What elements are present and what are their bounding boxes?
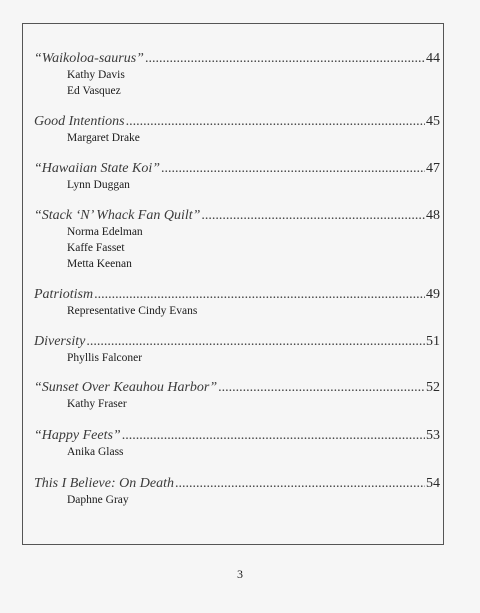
entry-title: “Stack ‘N’ Whack Fan Quilt” [34, 208, 201, 223]
entry-author: Metta Keenan [67, 258, 132, 270]
entry-page-number: 49 [426, 287, 440, 302]
dot-leader [161, 161, 425, 177]
entry-author: Kathy Davis [67, 69, 125, 81]
dot-leader [126, 114, 425, 130]
entry-author: Kathy Fraser [67, 398, 127, 410]
toc-entry [34, 428, 440, 460]
dot-leader [122, 428, 425, 444]
entry-page-number: 44 [426, 51, 440, 66]
entry-title: “Sunset Over Keauhou Harbor” [34, 380, 218, 395]
entry-author: Representative Cindy Evans [67, 305, 198, 317]
entry-page-number: 47 [426, 161, 440, 176]
toc-entry [34, 380, 440, 412]
toc-entry [34, 114, 440, 146]
dot-leader [175, 476, 425, 492]
dot-leader [86, 334, 425, 350]
toc-entry [34, 161, 440, 193]
dot-leader [201, 208, 425, 224]
entry-author: Anika Glass [67, 446, 124, 458]
entry-page-number: 54 [426, 476, 440, 491]
toc-entry [34, 51, 440, 99]
entry-title: “Happy Feets” [34, 428, 121, 443]
entry-author: Daphne Gray [67, 494, 129, 506]
dot-leader [218, 380, 425, 396]
entry-title: This I Believe: On Death [34, 476, 174, 491]
dot-leader [145, 51, 425, 67]
toc-entry [34, 287, 440, 319]
entry-title: Good Intentions [34, 114, 125, 129]
entry-author: Phyllis Falconer [67, 352, 143, 364]
entry-title: Diversity [34, 334, 86, 349]
toc-entry [34, 334, 440, 366]
entry-author: Margaret Drake [67, 132, 140, 144]
dot-leader [94, 287, 425, 303]
entry-author: Norma Edelman [67, 226, 143, 238]
entry-page-number: 45 [426, 114, 440, 129]
page-number-footer: 3 [237, 567, 243, 581]
toc-entry [34, 476, 440, 508]
entry-author: Ed Vasquez [67, 85, 121, 97]
entry-page-number: 53 [426, 428, 440, 443]
entry-title: “Hawaiian State Koi” [34, 161, 161, 176]
toc-entry [34, 208, 440, 272]
entry-page-number: 48 [426, 208, 440, 223]
entry-author: Lynn Duggan [67, 179, 130, 191]
entry-page-number: 51 [426, 334, 440, 349]
entry-author: Kaffe Fasset [67, 242, 125, 254]
entry-title: “Waikoloa-saurus” [34, 51, 144, 66]
toc-frame [22, 23, 444, 545]
entry-title: Patriotism [34, 287, 94, 302]
entry-page-number: 52 [426, 380, 440, 395]
